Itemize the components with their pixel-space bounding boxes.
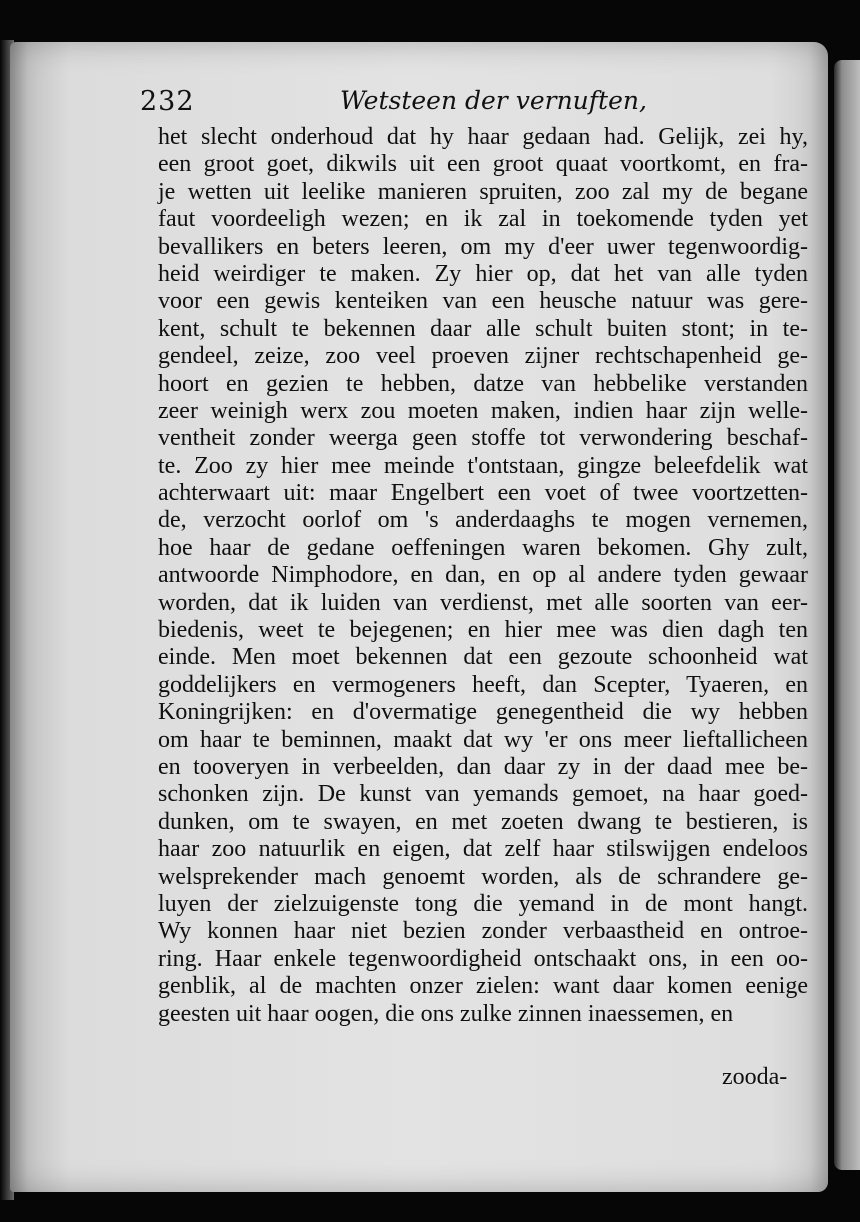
text-line: gendeel, zeize, zoo veel proeven zijner rechtschapenheid ge- xyxy=(158,343,808,370)
text-line: en tooveryen in verbeelden, dan daar zy in der daad mee be- xyxy=(158,753,808,780)
text-line: om haar te beminnen, maakt dat wy 'er ons meer lieftallicheen xyxy=(158,726,808,753)
running-title: Wetsteen der vernuften, xyxy=(340,86,647,115)
page-number: 232 xyxy=(140,86,195,117)
body-text xyxy=(158,124,808,1028)
text-line: antwoorde Nimphodore, en dan, en op al andere tyden gewaar xyxy=(158,562,808,589)
text-line: hoe haar de gedane oeffeningen waren bekomen. Ghy zult, xyxy=(158,534,808,561)
text-line: faut voordeeligh wezen; en ik zal in toekomende tyden yet xyxy=(158,206,808,233)
text-line: goddelijkers en vermogeners heeft, dan Scepter, Tyaeren, en xyxy=(158,671,808,698)
text-line: einde. Men moet bekennen dat een gezoute schoonheid wat xyxy=(158,644,808,671)
text-line: biedenis, weet te bejegenen; en hier mee was dien dagh ten xyxy=(158,617,808,644)
text-line: hoort en gezien te hebben, datze van hebbelike verstanden xyxy=(158,370,808,397)
text-line: achterwaart uit: maar Engelbert een voet of twee voortzetten- xyxy=(158,480,808,507)
next-page-edge xyxy=(834,60,860,1170)
text-line: je wetten uit leelike manieren spruiten, zoo zal my de begane xyxy=(158,178,808,205)
text-line: zeer weinigh werx zou moeten maken, indien haar zijn welle- xyxy=(158,397,808,424)
text-line: de, verzocht oorlof om 's anderdaaghs te mogen vernemen, xyxy=(158,507,808,534)
text-line: dunken, om te swayen, en met zoeten dwang te bestieren, is xyxy=(158,808,808,835)
text-line: haar zoo natuurlik en eigen, dat zelf haar stilswijgen endeloos xyxy=(158,836,808,863)
running-head xyxy=(140,78,780,118)
text-line: genblik, al de machten onzer zielen: want daar komen eenige xyxy=(158,973,808,1000)
text-line: welsprekender mach genoemt worden, als de schrandere ge- xyxy=(158,863,808,890)
text-line: geesten uit haar oogen, die ons zulke zinnen inaessemen, en xyxy=(158,1000,734,1027)
text-line: het slecht onderhoud dat hy haar gedaan had. Gelijk, zei hy, xyxy=(158,124,808,150)
text-line: een groot goet, dikwils uit een groot quaat voortkomt, en fra- xyxy=(158,151,808,178)
text-line: worden, dat ik luiden van verdienst, met alle soorten van eer- xyxy=(158,589,808,616)
text-line: heid weirdiger te maken. Zy hier op, dat het van alle tyden xyxy=(158,260,808,287)
text-line: schonken zijn. De kunst van yemands gemoet, na haar goed- xyxy=(158,781,808,808)
text-line: voor een gewis kenteiken van een heusche natuur was gere- xyxy=(158,288,808,315)
text-line: Koningrijken: en d'overmatige genegentheid die wy hebben xyxy=(158,699,808,726)
text-line: ring. Haar enkele tegenwoordigheid ontschaakt ons, in een oo- xyxy=(158,945,808,972)
text-line: bevallikers en beters leeren, om my d'eer uwer tegenwoordig- xyxy=(158,233,808,260)
text-line: kent, schult te bekennen daar alle schult buiten stont; in te- xyxy=(158,315,808,342)
text-line: luyen der zielzuigenste tong die yemand in de mont hangt. xyxy=(158,890,808,917)
text-line: Wy konnen haar niet bezien zonder verbaastheid en ontroe- xyxy=(158,918,808,945)
text-line: ventheit zonder weerga geen stoffe tot verwondering beschaf- xyxy=(158,425,808,452)
catchword: zooda- xyxy=(722,1064,788,1090)
text-line: te. Zoo zy hier mee meinde t'ontstaan, gingze beleefdelik wat xyxy=(158,452,808,479)
